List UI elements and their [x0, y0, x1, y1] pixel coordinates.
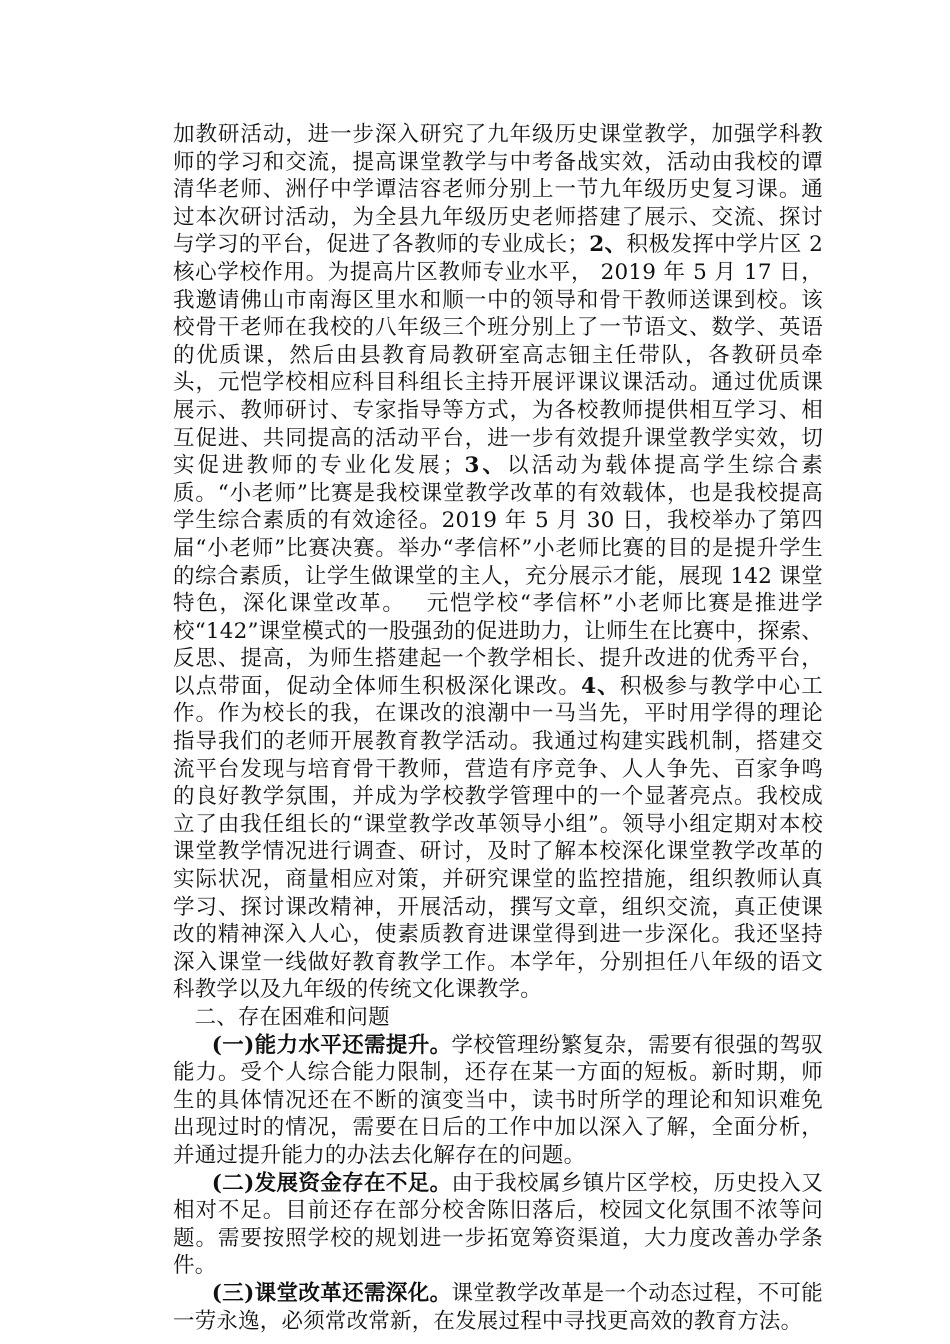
paragraph-text: 积极参与教学中心工作。作为校长的我，在课改的浪潮中一马当先，平时用学得的理论指导我们的老师开展教育教学活动。我通过构建实践机制，搭建交流平台发现与培育骨干教师，营造有序竞争、人人争先、百家争鸣的良好教学氛围，并成为学校教学管理中的一个显著亮点。我校成立了由我任组长的“课堂教学改革领导小组”。领导小组定期对本校课堂教学情况进行调查、研讨，及时了解本校深化课堂教学改革的实际状况，商量相应对策，并研究课堂的监控措施，组织教师认真学习、探讨课改精神，开展活动，撰写文章，组织交流，真正使课改的精神深入人心，使素质教育进课堂得到进一步深化。我还坚持深入课堂一线做好教育教学工作。本学年，分别担任八年级的语文科教学以及九年级的传统文化课教学。 — [173, 673, 823, 1003]
issue-text: 由于我校属乡镇片区学校，历史投入又相对不足。目前还存在部分校舍陈旧落后，校园文化氛围不浓等问题。需要按照学校的规划进一步拓宽筹资渠道，大力度改善办学条件。 — [173, 1170, 824, 1279]
paragraph-teaching-activities — [173, 121, 823, 1004]
item-number-2: 2、 — [589, 232, 627, 258]
issue-text: 学校管理纷繁复杂，需要有很强的驾驭能力。受个人综合能力限制，还存在某一方面的短板。新时期，师生的具体情况还在不断的演变当中，读书时所学的理论和知识难免出现过时的情况，需要在日后的工作中加以深入了解，全面分析，并通过提升能力的办法去化解存在的问题。 — [173, 1032, 824, 1168]
issue-heading: (二)发展资金存在不足。 — [211, 1170, 452, 1196]
issue-paragraph-3 — [173, 1280, 823, 1335]
item-number-3: 3、 — [464, 453, 507, 479]
issue-heading: (三)课堂改革还需深化。 — [211, 1280, 452, 1306]
item-number-4: 4、 — [581, 673, 620, 699]
paragraph-text: 积极发挥中学片区 2 核心学校作用。为提高片区教师专业水平， 2019 年 5 月 17 日，我邀请佛山市南海区里水和顺一中的领导和骨干教师送课到校。该校骨干老师在我校的八年级三个班分别上了一节语文、数学、英语的优质课，然后由县教育局教研室高志钿主任带队，各教研员牵头，元恺学校相应科目科组长主持开展评课议课活动。通过优质课展示、教师研讨、专家指导等方式，为各校教师提供相互学习、相互促进、共同提高的活动平台，进一步有效提升课堂教学实效，切实促进教师的专业化发展； — [173, 232, 823, 479]
document-body — [173, 121, 823, 1335]
issue-heading: (一)能力水平还需提升。 — [211, 1032, 452, 1058]
section-heading: 二、存在困难和问题 — [194, 1005, 390, 1030]
issue-text: 课堂教学改革是一个动态过程，不可能一劳永逸，必须常改常新，在发展过程中寻找更高效的教育方法。 — [173, 1280, 824, 1334]
paragraph-text: 加教研活动，进一步深入研究了九年级历史课堂教学，加强学科教师的学习和交流，提高课堂教学与中考备战实效，活动由我校的谭清华老师、洲仔中学谭洁容老师分别上一节九年级历史复习课。通过本次研讨活动，为全县九年级历史老师搭建了展示、交流、探讨与学习的平台，促进了各教师的专业成长； — [173, 122, 823, 258]
issue-paragraph-2 — [173, 1170, 823, 1280]
paragraph-text: 以活动为载体提高学生综合素质。“小老师”比赛是我校课堂教学改革的有效载体，也是我校提高学生综合素质的有效途径。2019 年 5 月 30 日，我校举办了第四届“小老师”比赛决赛。举办“孝信杯”小老师比赛的目的是提升学生的综合素质，让学生做课堂的主人，充分展示才能，展现 142 课堂特色，深化课堂改革。 元恺学校“孝信杯”小老师比赛是推进学校“142”课堂模式的一股强劲的促进助力，让师生在比赛中，探索、反思、提高，为师生搭建起一个教学相长、提升改进的优秀平台，以点带面，促动全体师生积极深化课改。 — [173, 453, 823, 699]
issue-paragraph-1 — [173, 1032, 823, 1170]
